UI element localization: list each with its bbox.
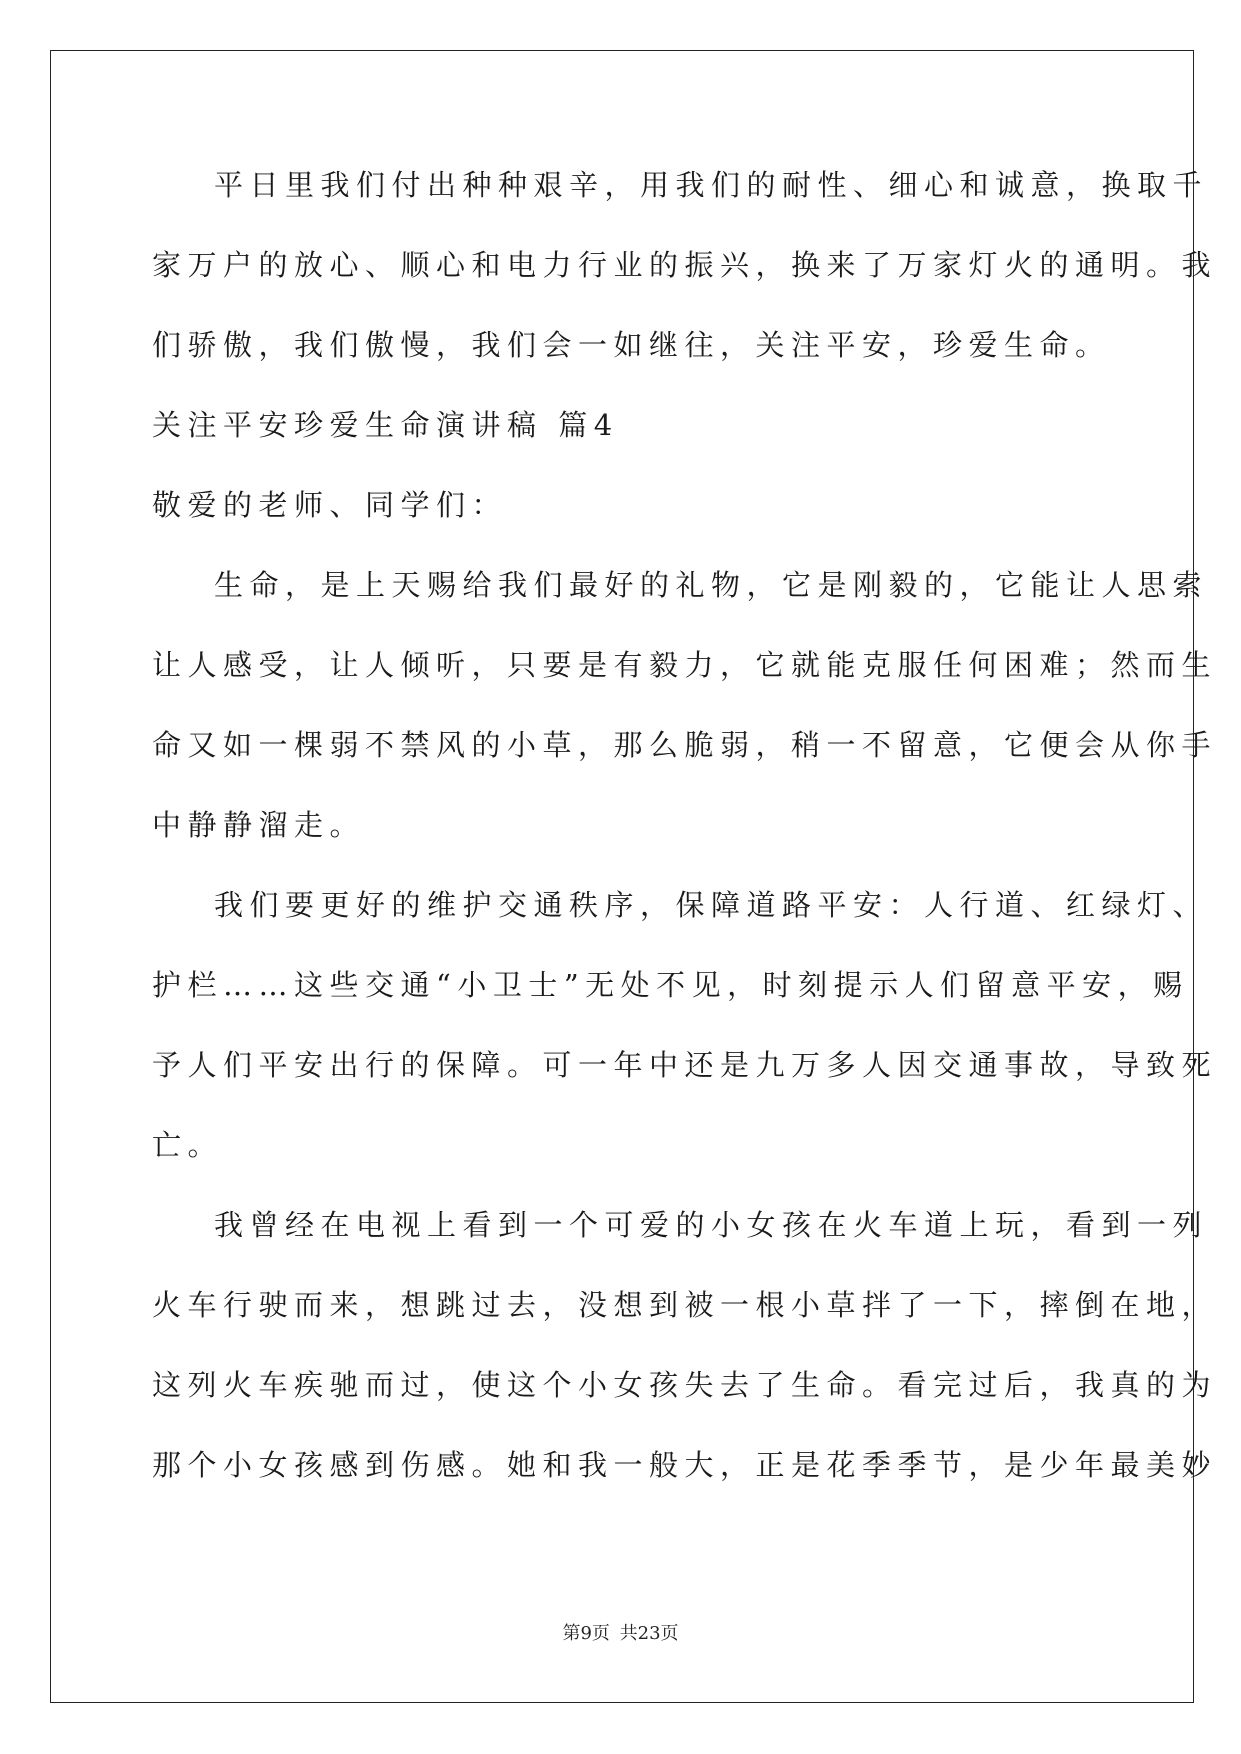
text-line: 亡。 — [152, 1128, 224, 1162]
text-line: 生命，是上天赐给我们最好的礼物，它是刚毅的，它能让人思索 — [214, 568, 1209, 602]
page-number: 第9页 — [562, 1623, 610, 1644]
text-line: 我们要更好的维护交通秩序，保障道路平安：人行道、红绿灯、 — [214, 888, 1209, 922]
salutation: 敬爱的老师、同学们： — [152, 488, 508, 522]
text-line: 我曾经在电视上看到一个可爱的小女孩在火车道上玩，看到一列 — [214, 1208, 1209, 1242]
text-line: 予人们平安出行的保障。可一年中还是九万多人因交通事故，导致死 — [152, 1048, 1218, 1082]
text-line: 中静静溜走。 — [152, 808, 366, 842]
text-line: 平日里我们付出种种艰辛，用我们的耐性、细心和诚意，换取千 — [214, 168, 1209, 202]
text-line: 们骄傲，我们傲慢，我们会一如继往，关注平安，珍爱生命。 — [152, 328, 1111, 362]
page-total: 共23页 — [619, 1623, 679, 1644]
text-line: 那个小女孩感到伤感。她和我一般大，正是花季季节，是少年最美妙 — [152, 1448, 1218, 1482]
section-heading: 关注平安珍爱生命演讲稿 篇4 — [152, 408, 619, 442]
document-body — [152, 155, 1218, 1515]
text-line: 护栏……这些交通“小卫士”无处不见，时刻提示人们留意平安，赐 — [152, 968, 1189, 1002]
text-line: 火车行驶而来，想跳过去，没想到被一根小草拌了一下，摔倒在地， — [152, 1288, 1218, 1322]
text-line: 这列火车疾驰而过，使这个小女孩失去了生命。看完过后，我真的为 — [152, 1368, 1218, 1402]
text-line: 命又如一棵弱不禁风的小草，那么脆弱，稍一不留意，它便会从你手 — [152, 728, 1218, 762]
text-line: 让人感受，让人倾听，只要是有毅力，它就能克服任何困难；然而生 — [152, 648, 1218, 682]
text-line: 家万户的放心、顺心和电力行业的振兴，换来了万家灯火的通明。我 — [152, 248, 1218, 282]
page-footer — [0, 1619, 1241, 1645]
